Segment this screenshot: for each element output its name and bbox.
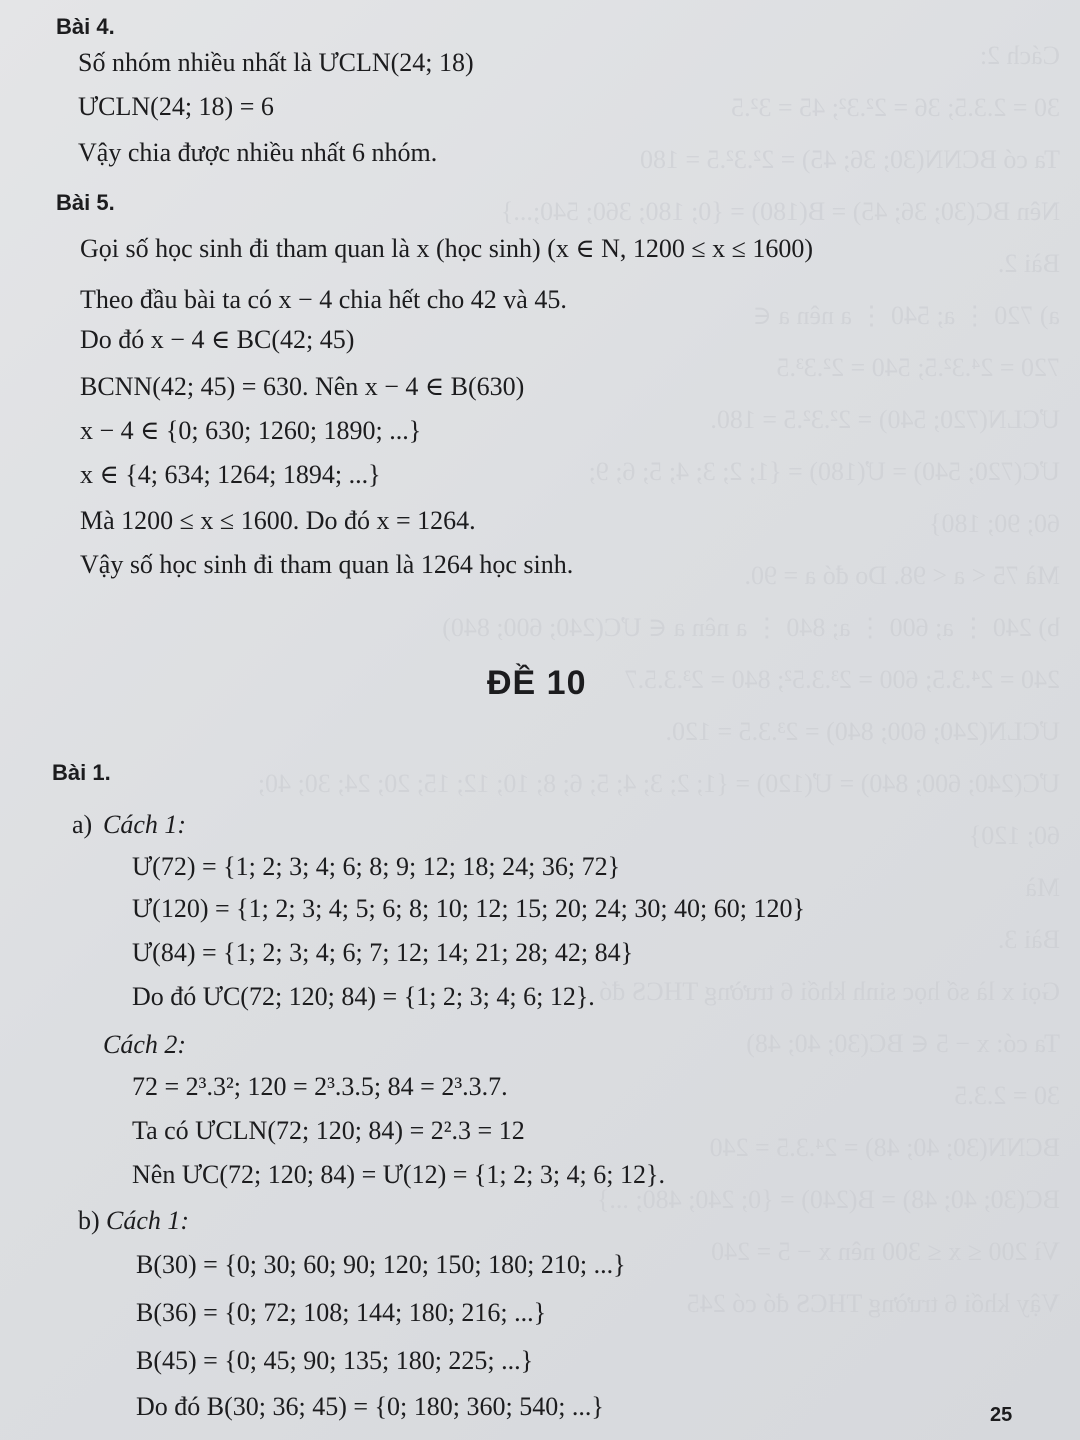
a-cach1-line-1: Ư(72) = {1; 2; 3; 4; 6; 8; 9; 12; 18; 24; 36; 72} bbox=[132, 852, 621, 881]
part-a-cach1-heading: Cách 1: bbox=[103, 810, 187, 839]
bai5-line-4: BCNN(42; 45) = 630. Nên x − 4 ∈ B(630) bbox=[80, 372, 525, 401]
bai1-heading: Bài 1. bbox=[52, 760, 111, 785]
bai5-line-2: Theo đầu bài ta có x − 4 chia hết cho 42 và 45. bbox=[80, 285, 567, 314]
bai4-line-2: ƯCLN(24; 18) = 6 bbox=[78, 92, 274, 121]
a-cach2-line-1: 72 = 2³.3²; 120 = 2³.3.5; 84 = 2³.3.7. bbox=[132, 1072, 508, 1101]
bai5-line-6: x ∈ {4; 634; 1264; 1894; ...} bbox=[80, 460, 381, 489]
a-cach1-line-3: Ư(84) = {1; 2; 3; 4; 6; 7; 12; 14; 21; 28; 42; 84} bbox=[132, 938, 634, 967]
bai5-line-3: Do đó x − 4 ∈ BC(42; 45) bbox=[80, 325, 355, 354]
a-cach2-line-3: Nên ƯC(72; 120; 84) = Ư(12) = {1; 2; 3; 4; 6; 12}. bbox=[132, 1160, 665, 1189]
section-title: ĐỀ 10 bbox=[487, 664, 587, 702]
page-number: 25 bbox=[990, 1404, 1013, 1426]
bai5-line-8: Vậy số học sinh đi tham quan là 1264 học sinh. bbox=[80, 550, 574, 579]
bai5-line-7: Mà 1200 ≤ x ≤ 1600. Do đó x = 1264. bbox=[80, 506, 476, 535]
a-cach2-line-2: Ta có ƯCLN(72; 120; 84) = 2².3 = 12 bbox=[132, 1116, 525, 1145]
a-cach1-line-4: Do đó ƯC(72; 120; 84) = {1; 2; 3; 4; 6; 12}. bbox=[132, 982, 595, 1011]
a-cach1-line-2: Ư(120) = {1; 2; 3; 4; 5; 6; 8; 10; 12; 15; 20; 24; 30; 40; 60; 120} bbox=[132, 894, 805, 923]
part-a-label: a) bbox=[72, 810, 93, 839]
bai4-line-3: Vậy chia được nhiều nhất 6 nhóm. bbox=[78, 138, 438, 167]
bai5-line-5: x − 4 ∈ {0; 630; 1260; 1890; ...} bbox=[80, 416, 422, 445]
b-cach1-line-4: Do đó B(30; 36; 45) = {0; 180; 360; 540; ...} bbox=[136, 1392, 604, 1421]
bai4-heading: Bài 4. bbox=[56, 14, 115, 39]
part-a-cach2-heading: Cách 2: bbox=[103, 1030, 187, 1059]
bai4-line-1: Số nhóm nhiều nhất là ƯCLN(24; 18) bbox=[78, 48, 474, 77]
part-b-cach1-heading: Cách 1: bbox=[106, 1206, 190, 1235]
part-b-label: b) bbox=[78, 1206, 100, 1235]
bleed-through-text: Cách 2: 30 = 2.3.5; 36 = 2².3²; 45 = 3².5 Ta có BCNN(30; 36; 45) = 2².3².5 = 180 Nên BC(30; 36; 45) = B(180) = {0; 180; 360; 540;...} Bài 2. a) 720 ⋮ a; 540 ⋮ a nên a ∈ 720 = 2⁴.3².5; 540 = 2².3³.5 ƯCLN(720; 540) = 2².3².5 = 180. ƯC(720; 540) = Ư(180) = {1; 2; 3; 4; 5; 6; 9; 60; 90; 180} Mà 75 < a < 98. Do đó a = 90. b) 240 ⋮ a; 600 ⋮ a; 840 ⋮ a nên a ∈ ƯC(240; 600; 840) 240 = 2⁴.3.5; 600 = 2³.3.5²; 840 = 2³.3.5.7 ƯCLN(240; 600; 840) = 2³.3.5 = 120. ƯC(240; 600; 840) = Ư(120) = {1; 2; 3; 4; 5; 6; 8; 10; 12; 15; 20; 24; 30; 40; 60; 120} Mà Bài 3. Gọi x là số học sinh khối 6 trường THCS đó Ta có: x − 5 ∈ BC(30; 40; 48) 30 = 2.3.5 BCNN(30; 40; 48) = 2⁴.3.5 = 240 BC(30; 40; 48) = B(240) = {0; 240; 480; ...} Vì 200 ≤ x ≤ 300 nên x − 5 = 240 Vậy khối 6 trường THCS đó có 245 bbox=[257, 41, 1060, 1318]
bai5-line-1: Gọi số học sinh đi tham quan là x (học sinh) (x ∈ N, 1200 ≤ x ≤ 1600) bbox=[80, 234, 814, 263]
b-cach1-line-3: B(45) = {0; 45; 90; 135; 180; 225; ...} bbox=[136, 1346, 534, 1375]
bai5-heading: Bài 5. bbox=[56, 190, 115, 215]
b-cach1-line-2: B(36) = {0; 72; 108; 144; 180; 216; ...} bbox=[136, 1298, 547, 1327]
b-cach1-line-1: B(30) = {0; 30; 60; 90; 120; 150; 180; 210; ...} bbox=[136, 1250, 626, 1279]
